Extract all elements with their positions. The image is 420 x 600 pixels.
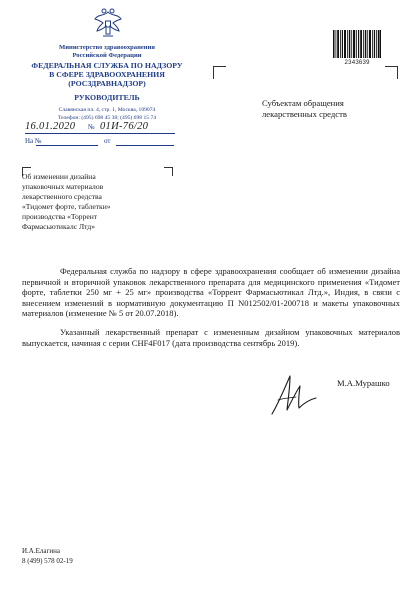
service-name: ФЕДЕРАЛЬНАЯ СЛУЖБА ПО НАДЗОРУ В СФЕРЕ ЗДРАВООХРАНЕНИЯ (РОСЗДРАВНАДЗОР): [31, 61, 183, 89]
body-paragraph-2: Указанный лекарственный препарат с измененным дизайном упаковочных материалов выпускается, начиная с серии CHF4F017 (дата производства сентябрь 2019).: [22, 326, 400, 348]
address-corner-left: [213, 66, 226, 79]
head-title: РУКОВОДИТЕЛЬ: [74, 93, 140, 102]
signer-name: М.А.Мурашко: [337, 378, 390, 388]
handwritten-signature-icon: [268, 370, 318, 418]
body-paragraph-1: Федеральная служба по надзору в сфере здравоохранения сообщает об изменении дизайна первичной и вторичной упаковок лекарственного препарата для медицинского применения «Тидомет форте, таблетки 250 мг + 25 мг» производства «Торрент Фармасьютикал Лтд.», Индия, в связи с внесением изменений в нормативную документацию П N012502/01-200718 и макеты упаковочных материалов (изменение № 5 от 20.07.2018).: [22, 266, 400, 319]
address-block: Славянская пл. 4, стр. 1, Москва, 109074 Телефон: (495) 698 45 38; (495) 698 15 74: [57, 107, 157, 121]
address-corner-right: [385, 66, 398, 79]
reference-number-line: [36, 145, 98, 146]
barcode: [333, 30, 381, 58]
registration-date: 16.01.2020: [25, 121, 76, 132]
reference-date-label: от: [104, 137, 111, 145]
barcode-number: 2343639: [344, 59, 370, 66]
recipient-block: Субъектам обращения лекарственных средств: [262, 98, 347, 119]
ministry-name: Министерство здравоохранения Российской Федерации: [59, 44, 155, 59]
letter-body: [22, 266, 400, 356]
barcode-icon: [333, 30, 381, 58]
subject-block: Об изменении дизайна упаковочных материалов лекарственного средства «Тидомет форте, таблетки» производства «Торрент Фармасьютикалс Лтд»: [22, 172, 111, 231]
executor-phone: 8 (499) 578 02-19: [22, 557, 73, 565]
reference-number-label: На №: [25, 137, 42, 145]
eagle-emblem-icon: [92, 6, 124, 40]
registration-number: 01И-76/20: [100, 121, 149, 132]
registration-line: [25, 133, 175, 134]
reference-date-line: [116, 145, 174, 146]
registration-number-label: №: [88, 123, 95, 131]
executor-name: И.А.Елагина: [22, 547, 60, 555]
